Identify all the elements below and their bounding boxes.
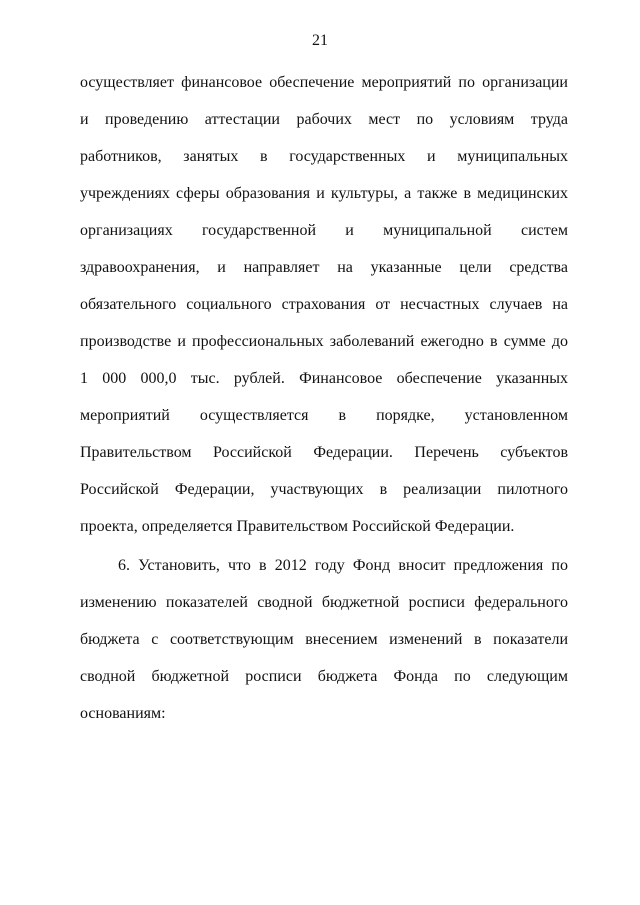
text-line: сводной бюджетной росписи бюджета Фонда по следующим [80, 668, 568, 685]
text-line: бюджета с соответствующим внесением изменений в показатели [80, 631, 568, 648]
text-line: Правительством Российской Федерации. Перечень субъектов [80, 444, 568, 461]
text-line: изменению показателей сводной бюджетной росписи федерального [80, 594, 568, 611]
paragraph-item-6 [80, 555, 568, 740]
text-line: обязательного социального страхования от несчастных случаев на [80, 296, 568, 313]
text-line: мероприятий осуществляется в порядке, установленном [80, 407, 568, 424]
text-line: работников, занятых в государственных и муниципальных [80, 148, 568, 165]
text-line: Российской Федерации, участвующих в реализации пилотного [80, 481, 568, 498]
text-line: 1 000 000,0 тыс. рублей. Финансовое обеспечение указанных [80, 370, 568, 387]
text-line: проекта, определяется Правительством Российской Федерации. [80, 518, 515, 535]
text-line: осуществляет финансовое обеспечение мероприятий по организации [80, 74, 568, 91]
text-line: учреждениях сферы образования и культуры, а также в медицинских [80, 185, 568, 202]
text-line: здравоохранения, и направляет на указанные цели средства [80, 259, 568, 276]
paragraph-continuation [80, 72, 568, 553]
text-line: организациях государственной и муниципальной систем [80, 222, 568, 239]
text-line: производстве и профессиональных заболеваний ежегодно в сумме до [80, 333, 568, 350]
text-line: 6. Установить, что в 2012 году Фонд вносит предложения по [118, 557, 568, 574]
page-number: 21 [312, 32, 328, 49]
text-line: основаниям: [80, 705, 166, 722]
text-line: и проведению аттестации рабочих мест по условиям труда [80, 111, 568, 128]
